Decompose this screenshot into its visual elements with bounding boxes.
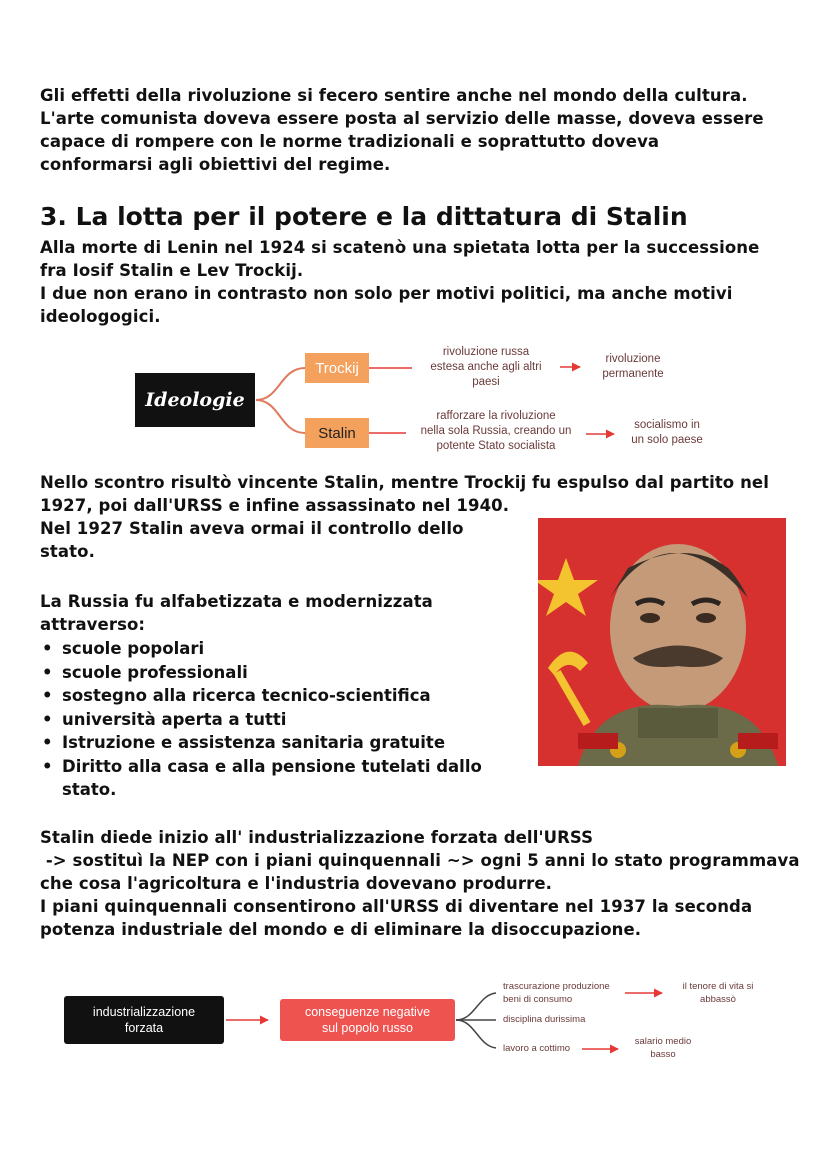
industry-line: Stalin diede inizio all' industrializzazione forzata dell'URSS: [40, 828, 594, 847]
branch-consumer-goods: [503, 981, 628, 1006]
modernization-line: attraverso:: [40, 615, 146, 634]
result-line: salario medio: [634, 1036, 692, 1047]
result-line: un solo paese: [631, 434, 703, 446]
result-line: socialismo in: [634, 419, 700, 431]
outcome-line: Nello scontro risultò vincente Stalin, mentre Trockij fu espulso dal partito nel: [40, 473, 769, 492]
stalin-label: Stalin: [318, 424, 356, 442]
result-line: rivoluzione: [605, 353, 661, 365]
branch-piecework: [503, 1043, 593, 1056]
industry-line: -> sostituì la NEP con i piani quinquennali ~> ogni 5 anni lo stato programmava: [40, 851, 800, 870]
list-item: • sostegno alla ricerca tecnico-scientifica: [40, 684, 510, 708]
middle-line: conseguenze negative: [304, 1005, 431, 1019]
industry-line: che cosa l'agricoltura e l'industria dovevano produrre.: [40, 874, 553, 893]
middle-line: sul popolo russo: [321, 1021, 413, 1035]
branch-line: lavoro a cottimo: [503, 1043, 571, 1054]
desc-line: paesi: [472, 376, 500, 388]
result-low-wage: [624, 1036, 702, 1061]
list-item: • Diritto alla casa e alla pensione tutelati dallo stato.: [40, 755, 492, 802]
result-line: permanente: [602, 368, 664, 380]
result-living-standard: [668, 981, 768, 1006]
outcome-line: Nel 1927 Stalin aveva ormai il controllo dello: [40, 519, 464, 538]
industrialization-root-box: [64, 996, 224, 1044]
list-item: • università aperta a tutti: [40, 708, 510, 732]
branch-line: trascurazione produzione: [503, 981, 610, 992]
section-line: fra Iosif Stalin e Lev Trockij.: [40, 261, 304, 280]
intro-line: L'arte comunista doveva essere posta al servizio delle masse, doveva essere: [40, 109, 764, 128]
industry-line: I piani quinquennali consentirono all'URSS di diventare nel 1937 la seconda: [40, 897, 753, 916]
list-item: • scuole popolari: [40, 637, 510, 661]
industry-line: potenza industriale del mondo e di eliminare la disoccupazione.: [40, 920, 642, 939]
intro-line: conformarsi agli obiettivi del regime.: [40, 155, 391, 174]
desc-line: rafforzare la rivoluzione: [436, 410, 556, 422]
intro-line: capace di rompere con le norme tradizionali e soprattutto doveva: [40, 132, 660, 151]
root-line: industrializzazione: [92, 1005, 196, 1019]
outcome-line: 1927, poi dall'URSS e infine assassinato nel 1940.: [40, 496, 510, 515]
consequences-box: [280, 999, 455, 1041]
branch-discipline: [503, 1014, 623, 1027]
branch-line: disciplina durissima: [503, 1014, 586, 1025]
result-line: il tenore di vita si: [682, 981, 754, 992]
section-line: Alla morte di Lenin nel 1924 si scatenò una spietata lotta per la successione: [40, 238, 760, 257]
root-line: forzata: [124, 1021, 164, 1035]
desc-line: nella sola Russia, creando un: [420, 425, 572, 437]
ideology-root-label: Ideologie: [145, 389, 245, 411]
desc-line: rivoluzione russa: [442, 346, 530, 358]
desc-line: estesa anche agli altri: [430, 361, 542, 373]
section-line: I due non erano in contrasto non solo per motivi politici, ma anche motivi: [40, 284, 733, 303]
list-item: • scuole professionali: [40, 661, 510, 685]
section-heading: 3. La lotta per il potere e la dittatura di Stalin: [40, 202, 688, 231]
section-line: ideologogici.: [40, 307, 161, 326]
modernization-line: La Russia fu alfabetizzata e modernizzata: [40, 592, 433, 611]
result-line: basso: [650, 1048, 676, 1060]
branch-line: beni di consumo: [503, 993, 573, 1005]
list-item: • Istruzione e assistenza sanitaria gratuite: [40, 731, 510, 755]
trockij-label: Trockij: [315, 359, 359, 377]
desc-line: potente Stato socialista: [436, 440, 556, 452]
intro-line: Gli effetti della rivoluzione si fecero sentire anche nel mondo della cultura.: [40, 86, 748, 105]
result-line: abbassò: [700, 993, 736, 1005]
outcome-line: stato.: [40, 542, 95, 561]
